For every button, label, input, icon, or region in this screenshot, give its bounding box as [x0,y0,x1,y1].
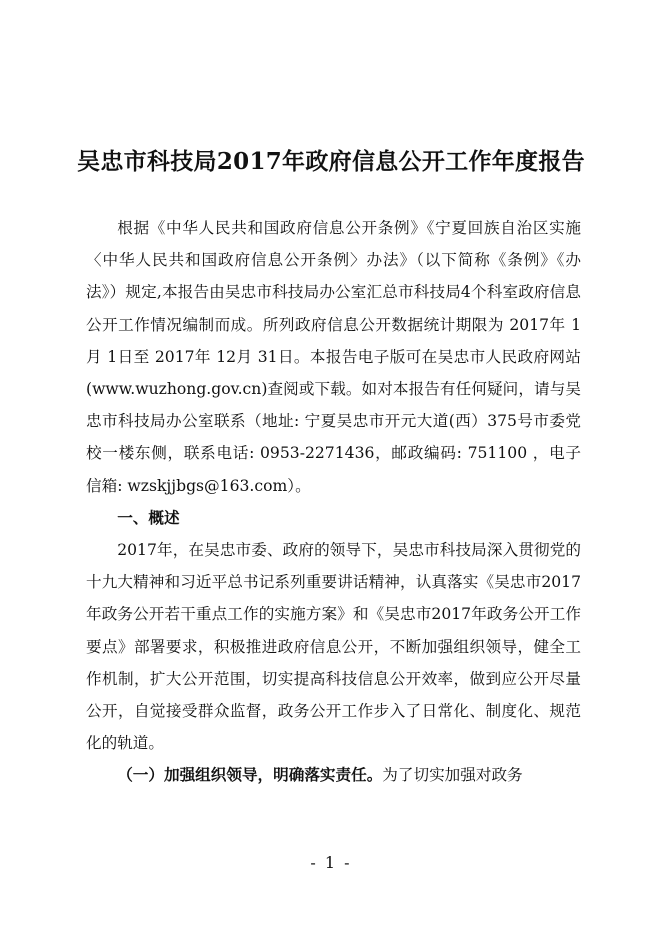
section-heading-overview: 一、概述 [117,508,180,527]
subsection-text: 为了切实加强对政务 [382,766,523,785]
page-number: - 1 - [310,853,352,872]
intro-paragraph: 根据《中华人民共和国政府信息公开条例》《宁夏回族自治区实施〈中华人民共和国政府信息公开条例〉办法》（以下简称《条例》《办法》）规定,本报告由吴忠市科技局办公室汇总市科技局4个科室政府信息公开工作情况编制而成。所列政府信息公开数据统计期限为 2017年 1月 1日至 2017年 12月 31日。本报告电子版可在吴忠市人民政府网站(www.wuzhong.gov.cn)查阅或下载。如对本报告有任何疑问，请与吴忠市科技局办公室联系（地址: 宁夏吴忠市开元大道(西）375号市委党校一楼东侧，联系电话: 0953-2271436，邮政编码: 751100 ，电子信箱: wzskjjbgs@163.com）。 [86,219,581,495]
document-title: 吴忠市科技局2017年政府信息公开工作年度报告 [77,148,585,175]
document-body [86,212,581,792]
subsection-paragraph [86,759,581,791]
overview-paragraph: 2017年，在吴忠市委、政府的领导下，吴忠市科技局深入贯彻党的十九大精神和习近平总书记系列重要讲话精神，认真落实《吴忠市2017年政务公开若干重点工作的实施方案》和《吴忠市2017年政务公开工作要点》部署要求，积极推进政府信息公开，不断加强组织领导，健全工作机制，扩大公开范围，切实提高科技信息公开效率，做到应公开尽量公开，自觉接受群众监督，政务公开工作步入了日常化、制度化、规范化的轨道。 [86,541,581,753]
subsection-heading: （一）加强组织领导，明确落实责任。 [117,765,383,785]
